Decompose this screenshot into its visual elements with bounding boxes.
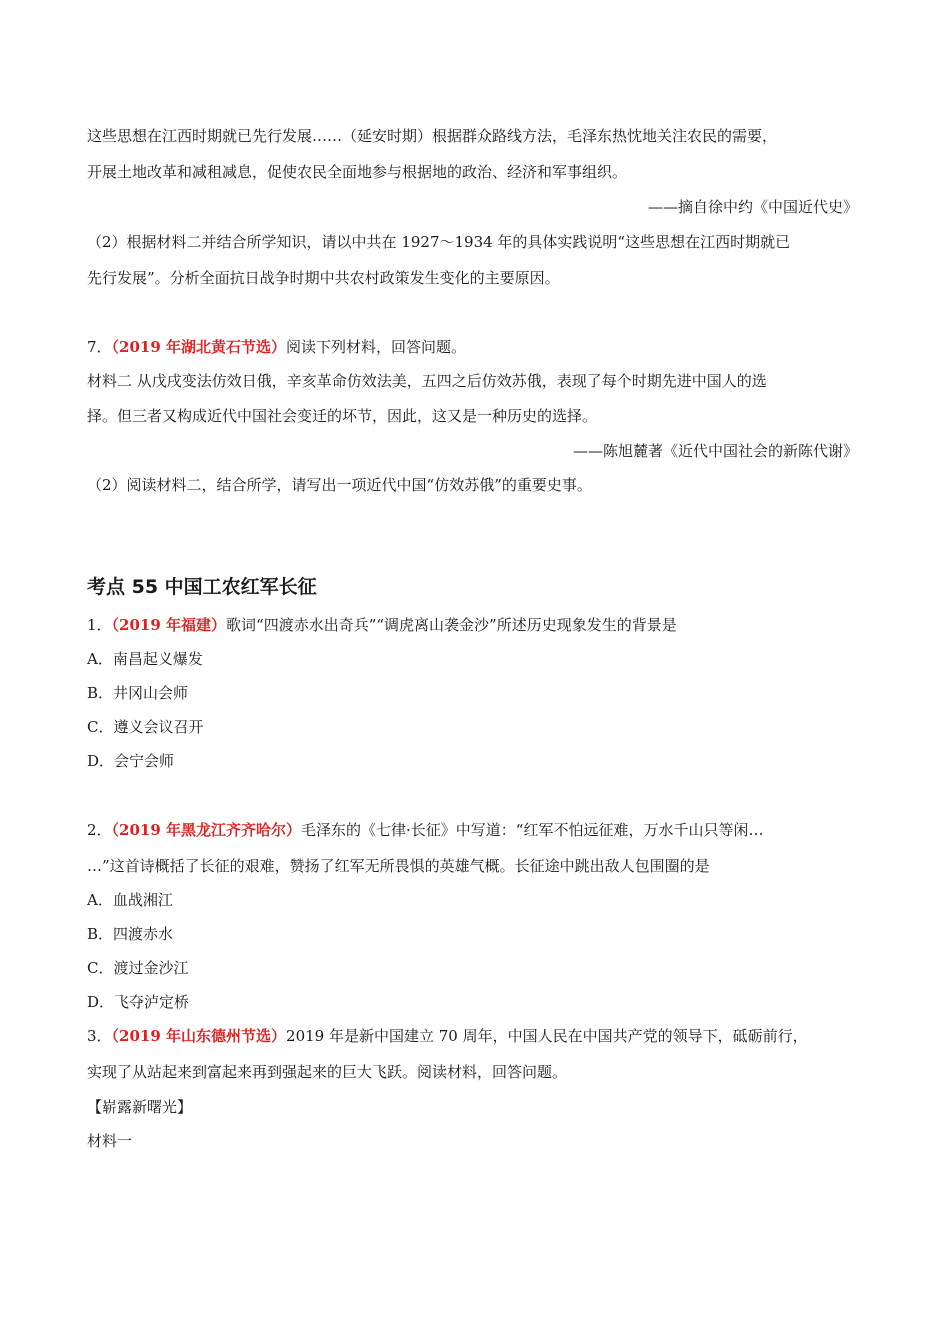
- question-stem: 2019 年是新中国建立 70 周年，中国人民在中国共产党的领导下，砥砺前行，: [286, 1027, 808, 1045]
- answer-option: D．会宁会师: [87, 752, 175, 770]
- material-label: 材料一: [87, 1132, 133, 1150]
- answer-option: B．四渡赤水: [87, 925, 174, 943]
- question-source: （2019 年湖北黄石节选）: [111, 338, 287, 356]
- question-source: （2019 年黑龙江齐齐哈尔）: [111, 821, 302, 839]
- answer-option: A．血战湘江: [87, 891, 173, 909]
- answer-option: A．南昌起义爆发: [87, 650, 203, 668]
- question-number: 2．: [87, 821, 112, 839]
- material-text-line: 择。但三者又构成近代中国社会变迁的坏节，因此，这又是一种历史的选择。: [87, 407, 598, 425]
- question-text-line: （2）根据材料二并结合所学知识，请以中共在 1927～1934 年的具体实践说明“这些思想在江西时期就已: [87, 233, 791, 251]
- citation: ——陈旭麓著《近代中国社会的新陈代谢》: [572, 442, 858, 460]
- answer-option: C．遵义会议召开: [87, 718, 204, 736]
- question-number: 7．: [87, 338, 112, 356]
- question-stem: 毛泽东的《七律·长征》中写道：“红军不怕远征难，万水千山只等闲…: [301, 821, 764, 839]
- answer-option: C．渡过金沙江: [87, 959, 189, 977]
- answer-option: D．飞夺泸定桥: [87, 993, 190, 1011]
- question-source: （2019 年山东德州节选）: [111, 1027, 287, 1045]
- material-text-line: 这些思想在江西时期就已先行发展……（延安时期）根据群众路线方法，毛泽东热忱地关注农民的需要，: [87, 127, 778, 145]
- citation: ——摘自徐中约《中国近代史》: [647, 198, 858, 216]
- question-3: [87, 1025, 867, 1047]
- material-text-line: 材料二 从戊戌变法仿效日俄，辛亥革命仿效法美，五四之后仿效苏俄，表现了每个时期先进中国人的选: [87, 372, 767, 390]
- question-stem: 歌词“四渡赤水出奇兵”“调虎离山袭金沙”所述历史现象发生的背景是: [226, 616, 677, 634]
- subsection-label: 【崭露新曙光】: [87, 1098, 193, 1116]
- question-text-line: 先行发展”。分析全面抗日战争时期中共农村政策发生变化的主要原因。: [87, 269, 560, 287]
- question-text-line: （2）阅读材料二，结合所学，请写出一项近代中国“仿效苏俄”的重要史事。: [87, 476, 592, 494]
- question-2: [87, 819, 867, 841]
- section-heading: 考点 55 中国工农红军长征: [87, 576, 317, 598]
- question-number: 3．: [87, 1027, 112, 1045]
- question-text-line: …”这首诗概括了长征的艰难，赞扬了红军无所畏惧的英雄气概。长征途中跳出敌人包围圈的是: [87, 857, 710, 875]
- question-text-line: 实现了从站起来到富起来再到强起来的巨大飞跃。阅读材料，回答问题。: [87, 1063, 568, 1081]
- question-1: [87, 614, 867, 636]
- question-7: [87, 336, 867, 358]
- answer-option: B．井冈山会师: [87, 684, 189, 702]
- question-number: 1．: [87, 616, 112, 634]
- material-text-line: 开展土地改革和减租减息，促使农民全面地参与根据地的政治、经济和军事组织。: [87, 163, 628, 181]
- question-stem: 阅读下列材料，回答问题。: [286, 338, 467, 356]
- question-source: （2019 年福建）: [111, 616, 227, 634]
